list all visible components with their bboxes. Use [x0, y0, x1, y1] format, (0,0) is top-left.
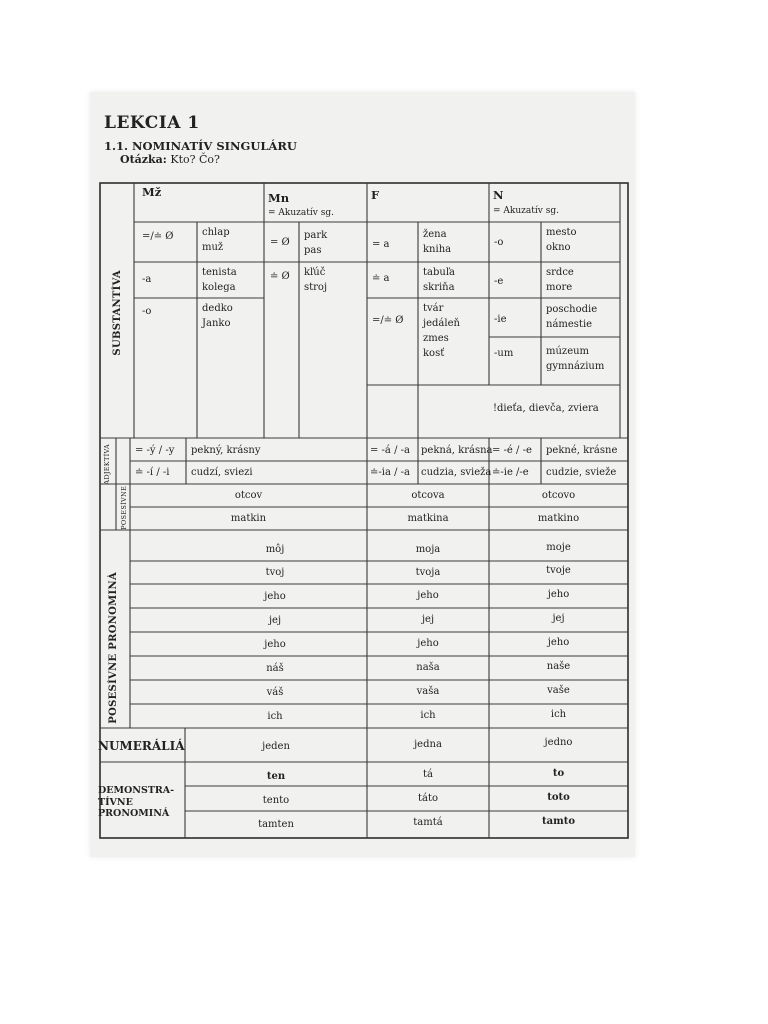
ending-cell: =/≐ Ø: [142, 231, 174, 242]
word-cell: kľúč: [304, 267, 326, 278]
word-cell: kolega: [202, 282, 236, 293]
header-mn-note: = Akuzatív sg.: [268, 208, 334, 218]
word-cell: námestie: [546, 319, 593, 330]
table-cell: tento: [262, 795, 290, 806]
table-cell: jeho: [417, 638, 439, 649]
table-cell: tamto: [542, 816, 575, 827]
table-cell: jeho: [264, 639, 286, 650]
word-cell: pekná, krásna: [421, 445, 493, 456]
table-cell: ich: [550, 709, 567, 720]
table-cell: náš: [266, 663, 284, 674]
table-cell: jedno: [544, 737, 573, 748]
table-cell: jej: [552, 613, 565, 624]
word-cell: more: [546, 282, 573, 293]
label-pronomina: POSESÍVNE PRONOMINÁ: [108, 572, 119, 724]
ending-cell: = -é / -e: [492, 445, 532, 456]
question-label: Otázka:: [120, 153, 167, 166]
word-cell: gymnázium: [546, 361, 605, 372]
ending-cell: -o: [142, 306, 152, 317]
word-cell: cudzí, sviezi: [191, 467, 253, 478]
word-cell: cudzie, svieže: [546, 467, 617, 478]
word-cell: poschodie: [546, 304, 598, 315]
ending-cell: -o: [494, 237, 504, 248]
word-cell: tvár: [423, 303, 444, 314]
table-cell: jej: [421, 614, 435, 625]
table-cell: tvoj: [265, 567, 285, 578]
table-cell: jeho: [417, 590, 439, 601]
ending-cell: = Ø: [270, 237, 290, 248]
word-cell: cudzia, svieža: [421, 467, 492, 478]
header-n-note: = Akuzatív sg.: [493, 206, 559, 216]
question-text: Kto? Čo?: [170, 153, 220, 166]
table-cell: matkino: [537, 513, 580, 524]
neuter-note: !dieťa, dievča, zviera: [493, 403, 599, 414]
ending-cell: = -ý / -y: [135, 445, 175, 456]
table-cell: vaše: [547, 685, 570, 696]
table-cell: táto: [417, 793, 439, 804]
table-cell: môj: [265, 544, 285, 555]
word-cell: chlap: [202, 227, 230, 238]
word-cell: park: [304, 230, 328, 241]
header-f: F: [371, 188, 380, 202]
ending-cell: ≐ Ø: [270, 271, 290, 282]
word-cell: zmes: [423, 333, 449, 344]
table-cell: vaša: [416, 686, 440, 697]
ending-cell: -ie: [494, 314, 507, 325]
label-adjektiva: ADJEKTÍVA: [103, 444, 111, 485]
table-cell: tamten: [258, 819, 294, 830]
table-cell: jeho: [264, 591, 286, 602]
table-cell: tá: [423, 769, 433, 780]
table-cell: toto: [547, 792, 570, 803]
table-cell: matkin: [230, 513, 267, 524]
label-demonstrativne: [98, 785, 174, 820]
ending-cell: ≐-ia / -a: [370, 467, 410, 478]
word-cell: skriňa: [423, 282, 455, 293]
label-demonstrativne-line: PRONOMINÁ: [98, 808, 170, 819]
label-substantiva: SUBSTANTÍVA: [112, 270, 123, 356]
word-cell: kosť: [423, 348, 445, 359]
table-cell: váš: [266, 687, 284, 698]
table-cell: matkina: [407, 513, 449, 524]
table-cell: jeden: [262, 741, 290, 752]
table-cell: ich: [420, 710, 436, 721]
table-cell: tamtá: [413, 817, 443, 828]
ending-cell: -um: [494, 348, 514, 359]
label-posesivne: POSESÍVNE: [120, 486, 128, 530]
word-cell: srdce: [546, 267, 574, 278]
header-mn: Mn: [268, 191, 290, 205]
word-cell: pas: [304, 245, 322, 256]
word-cell: pekné, krásne: [546, 445, 618, 456]
table-cell: moje: [546, 542, 571, 553]
ending-cell: = -á / -a: [370, 445, 410, 456]
word-cell: muž: [202, 242, 224, 253]
label-demonstrativne-line: DEMONSTRA-: [98, 785, 175, 796]
table-cell: tvoje: [546, 565, 571, 576]
table-cell: jej: [268, 615, 282, 626]
word-cell: žena: [423, 229, 447, 240]
table-cell: to: [552, 768, 565, 779]
word-cell: tabuľa: [423, 267, 455, 278]
ending-cell: ≐ a: [372, 273, 390, 284]
ending-cell: -e: [494, 276, 504, 287]
word-cell: kniha: [423, 244, 452, 255]
ending-cell: -a: [142, 274, 152, 285]
word-cell: tenista: [202, 267, 237, 278]
table-cell: jedna: [414, 739, 442, 750]
table-cell: jeho: [547, 637, 570, 648]
word-cell: Janko: [202, 318, 231, 329]
table-cell: otcova: [411, 490, 445, 501]
table-cell: moja: [415, 544, 441, 555]
table-cell: ten: [266, 771, 286, 782]
header-mz: Mž: [142, 185, 162, 199]
ending-cell: =/≐ Ø: [372, 315, 404, 326]
word-cell: okno: [546, 242, 571, 253]
ending-cell: ≐-ie /-e: [492, 467, 529, 478]
section-title: 1.1. NOMINATÍV SINGULÁRU: [104, 139, 297, 153]
table-cell: ich: [267, 711, 283, 722]
label-numeralia: NUMERÁLIÁ: [98, 739, 185, 753]
header-n: N: [493, 188, 504, 202]
table-cell: jeho: [547, 589, 570, 600]
word-cell: pekný, krásny: [191, 445, 261, 456]
lesson-title: LEKCIA 1: [104, 113, 200, 133]
word-cell: stroj: [304, 282, 328, 293]
word-cell: jedáleň: [423, 318, 460, 329]
ending-cell: = a: [372, 239, 390, 250]
table-cell: otcov: [234, 490, 263, 501]
table-cell: tvoja: [415, 567, 441, 578]
word-cell: dedko: [202, 303, 233, 314]
ending-cell: ≐ -í / -i: [135, 467, 170, 478]
label-demonstrativne-line: TÍVNE: [98, 796, 133, 808]
word-cell: múzeum: [546, 346, 590, 357]
table-cell: otcovo: [541, 490, 576, 501]
table-cell: naše: [546, 661, 571, 672]
word-cell: mesto: [546, 227, 577, 238]
table-cell: naša: [416, 662, 440, 673]
